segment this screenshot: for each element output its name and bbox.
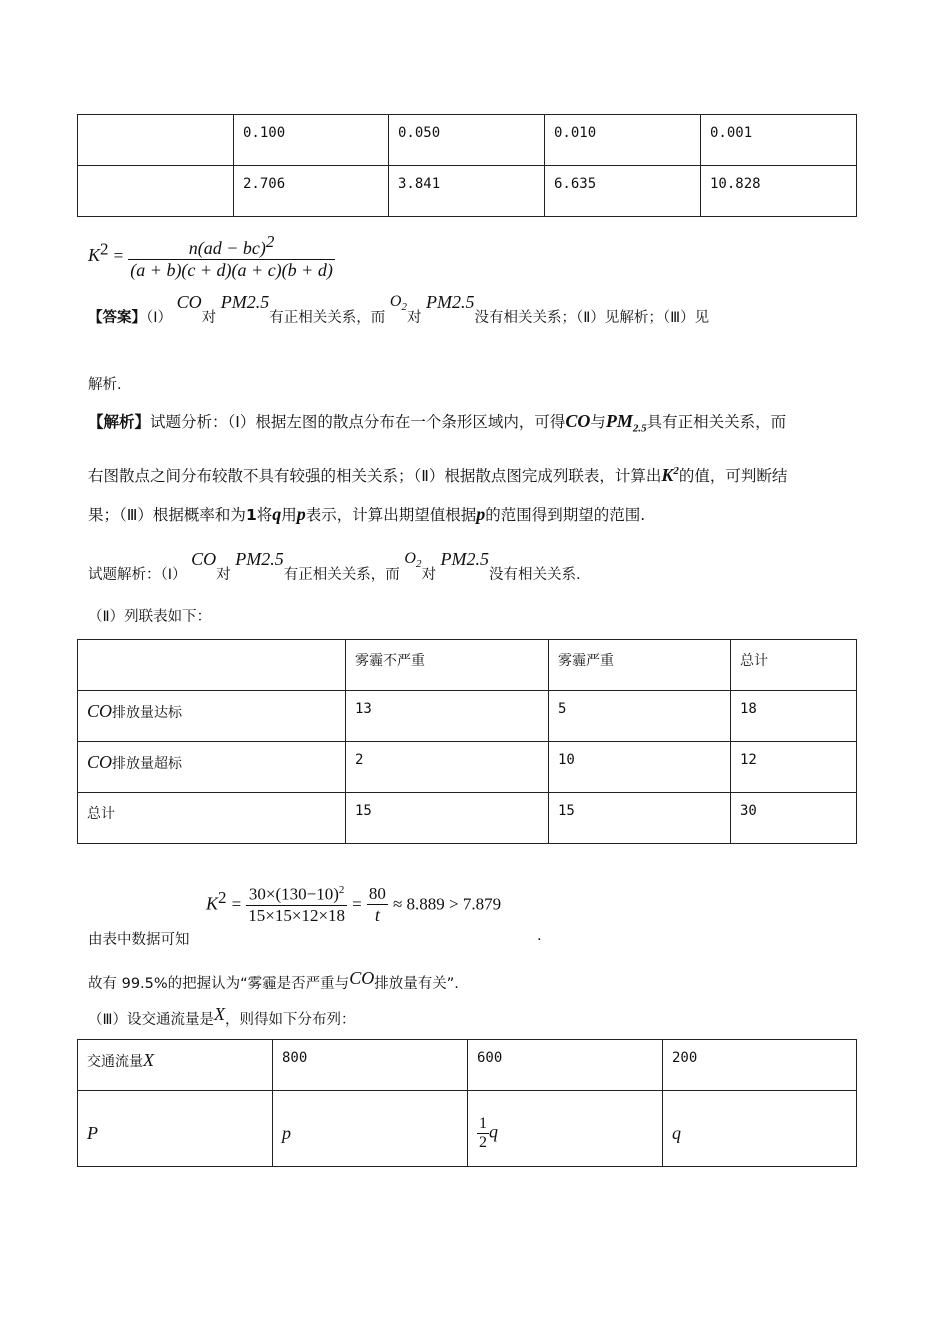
table-cell: 18 (731, 691, 857, 742)
formula-numerator: 30×(130−10) (248, 884, 339, 904)
math-pm: PM (605, 411, 633, 431)
table-header-cell: 雾霾不严重 (346, 640, 549, 691)
formula-fraction-2 (367, 884, 388, 926)
math-co: CO (176, 292, 202, 312)
math-pm-sub: 2.5 (632, 422, 647, 435)
formula-exp: 2 (100, 239, 109, 259)
table-cell: 0.010 (545, 115, 701, 166)
table-cell: 200 (663, 1040, 857, 1091)
math-p: p (282, 1123, 291, 1143)
analysis-text: 右图散点之间分布较散不具有较强的相关关系；（Ⅱ）根据散点图完成列联表，计算出 (88, 467, 662, 485)
table-cell: 5 (549, 691, 731, 742)
math-pm25: PM2.5 (426, 292, 475, 312)
formula-num-exp: 2 (265, 232, 275, 251)
analysis-text: 的范围得到期望的范围. (485, 506, 646, 524)
table-cell (663, 1091, 857, 1167)
table-cell: 30 (731, 793, 857, 844)
analysis-line-3 (88, 503, 645, 525)
frac-num: 1 (479, 1115, 487, 1132)
conclusion-text: 排放量有关”. (374, 976, 459, 992)
math-x: X (143, 1050, 154, 1070)
analysis-text: 表示，计算出期望值根据 (305, 506, 477, 524)
analysis-line-2 (88, 464, 787, 486)
text-no-relation: 没有相关关系. (489, 567, 581, 583)
frac-den: 2 (479, 1134, 487, 1151)
math-o2-sub: 2 (401, 301, 407, 314)
math-pm25: PM2.5 (440, 549, 490, 569)
table-cell: 15 (549, 793, 731, 844)
math-co: CO (87, 701, 113, 721)
row-label-text: 排放量超标 (112, 756, 183, 772)
table-cell (78, 166, 234, 217)
math-pm25: PM2.5 (220, 292, 270, 312)
table-row (78, 742, 857, 793)
critical-value-table (77, 114, 857, 217)
math-o2-sub: 2 (415, 558, 422, 571)
math-o2: O (404, 550, 416, 567)
math-co: CO (191, 549, 217, 569)
part2-title: （Ⅱ）列联表如下： (88, 609, 212, 625)
math-k-exp: 2 (673, 465, 679, 477)
formula-tail: ≈ 8.889 > 7.879 (392, 894, 502, 914)
table-cell (78, 115, 234, 166)
text-no-relation: 没有相关关系；（Ⅱ）见解析；（Ⅲ）见 (474, 310, 710, 326)
conclusion-line (88, 968, 459, 993)
distribution-table (77, 1039, 857, 1167)
math-co: CO (87, 752, 113, 772)
part3-text: （Ⅲ）设交通流量是 (88, 1012, 214, 1028)
header-label: 交通流量 (87, 1054, 143, 1070)
formula-eq: = (231, 894, 242, 914)
math-q: q (672, 1123, 681, 1143)
answer-line (88, 292, 710, 329)
table-cell: 10.828 (701, 166, 857, 217)
formula-exp: 2 (218, 888, 227, 908)
formula-num-exp: 2 (338, 884, 345, 897)
answer-part1: （Ⅰ） (146, 310, 173, 326)
math-P: P (87, 1123, 98, 1143)
table-header-cell (78, 640, 346, 691)
solution-line (88, 549, 581, 586)
text-dui: 对 (201, 310, 217, 326)
answer-label: 【答案】 (88, 310, 146, 326)
table-cell: 800 (273, 1040, 468, 1091)
analysis-text: 试题分析：（Ⅰ）根据左图的散点分布在一个条形区域内，可得 (150, 413, 566, 431)
math-one: 1 (245, 506, 257, 524)
row-label (78, 691, 346, 742)
conclusion-text: 故有 99.5%的把握认为“雾霾是否严重与 (88, 976, 350, 992)
text-yu: 与 (590, 413, 606, 431)
formula-numerator-2: 80 (368, 884, 386, 903)
math-x: X (214, 1004, 225, 1024)
part3-text: ，则得如下分布列： (225, 1012, 356, 1028)
row-label: 总计 (78, 793, 346, 844)
math-q: q (272, 504, 282, 524)
chi-square-formula (206, 884, 501, 926)
contingency-table (77, 639, 857, 844)
table-cell: 6.635 (545, 166, 701, 217)
formula2-dot: . (537, 928, 542, 944)
math-p: p (476, 504, 486, 524)
text-dui: 对 (421, 567, 436, 583)
analysis-text: 的值，可判断结 (678, 467, 788, 485)
text-jiang: 将 (256, 506, 273, 524)
table-cell (468, 1091, 663, 1167)
k-squared-formula (88, 232, 335, 281)
answer-continuation: 解析. (88, 377, 122, 393)
math-co: CO (349, 968, 375, 988)
formula-k: K (206, 893, 219, 914)
table-header-cell (78, 1040, 273, 1091)
row-label-text: 排放量达标 (112, 705, 183, 721)
formula-eq: = (113, 246, 124, 265)
solution-prefix: 试题解析：（Ⅰ） (88, 567, 187, 583)
table-cell: 13 (346, 691, 549, 742)
fraction-half (477, 1115, 489, 1152)
formula-numerator: n(ad − bc) (188, 238, 266, 258)
table-row (78, 691, 857, 742)
math-p: p (296, 504, 306, 524)
formula-k: K (88, 245, 101, 265)
table-cell (78, 1091, 273, 1167)
text-positive-relation: 有正相关关系，而 (269, 310, 386, 326)
table-cell (273, 1091, 468, 1167)
table-cell: 10 (549, 742, 731, 793)
table-cell: 3.841 (389, 166, 545, 217)
math-k: K (661, 465, 674, 485)
text-yong: 用 (281, 506, 297, 524)
formula-fraction (128, 232, 335, 281)
text-positive-relation: 有正相关关系，而 (283, 567, 400, 583)
table-cell: 600 (468, 1040, 663, 1091)
math-o2: O (389, 293, 402, 310)
table-cell: 0.050 (389, 115, 545, 166)
formula-fraction (246, 884, 347, 926)
formula-denominator: 15×15×12×18 (248, 905, 346, 925)
part3-line (88, 1004, 356, 1029)
table-header-cell: 雾霾严重 (549, 640, 731, 691)
table-header-cell: 总计 (731, 640, 857, 691)
table-cell: 2.706 (234, 166, 389, 217)
text-dui: 对 (216, 567, 231, 583)
math-co: CO (565, 411, 591, 431)
analysis-text: 果；（Ⅲ）根据概率和为 (88, 506, 246, 524)
analysis-line-1 (88, 410, 786, 435)
math-q: q (489, 1121, 498, 1142)
table-cell: 12 (731, 742, 857, 793)
analysis-label: 【解析】 (88, 413, 151, 431)
formula2-prefix: 由表中数据可知 (88, 932, 190, 948)
table-cell: 0.001 (701, 115, 857, 166)
math-pm25: PM2.5 (235, 549, 284, 569)
formula-eq: = (352, 894, 362, 914)
table-cell: 0.100 (234, 115, 389, 166)
formula-denominator: (a + b)(c + d)(a + c)(b + d) (130, 260, 333, 280)
text-dui: 对 (406, 310, 422, 326)
analysis-text: 具有正相关关系，而 (646, 413, 787, 431)
table-cell: 15 (346, 793, 549, 844)
table-cell: 2 (346, 742, 549, 793)
row-label (78, 742, 346, 793)
formula-denominator-2: t (374, 905, 380, 925)
table-row (78, 793, 857, 844)
